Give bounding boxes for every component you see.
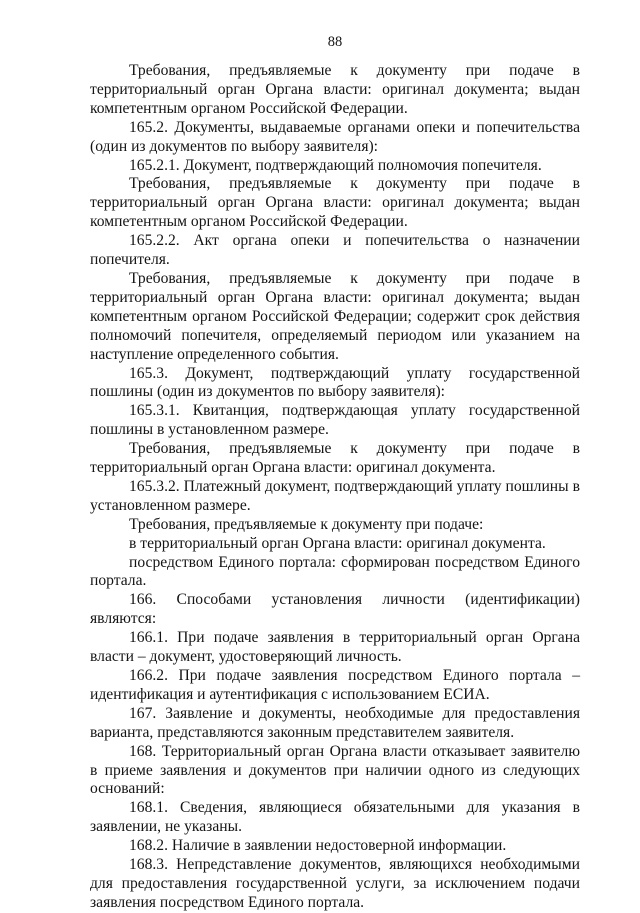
paragraph: 165.3.2. Платежный документ, подтверждающий уплату пошлины в установленном размере. (90, 477, 580, 514)
paragraph: 165.3.1. Квитанция, подтверждающая уплату государственной пошлины в установленном размере. (90, 402, 580, 439)
paragraph: 168.2. Наличие в заявлении недостоверной информации. (129, 837, 507, 855)
paragraph: Требования, предъявляемые к документу при подаче в территориальный орган Органа власти: оригинал документа. (90, 440, 580, 477)
paragraph: посредством Единого портала: сформирован посредством Единого портала. (90, 553, 580, 590)
document-page (90, 0, 580, 911)
paragraph: Требования, предъявляемые к документу при подаче в территориальный орган Органа власти: оригинал документа; выдан компетентным органом Российской Федерации. (90, 62, 580, 117)
paragraph: 168.3. Непредставление документов, являющихся необходимыми для предоставления государственной услуги, за исключением подачи заявления посредством Единого портала. (90, 856, 580, 911)
paragraph: 165.3. Документ, подтверждающий уплату государственной пошлины (один из документов по выбору заявителя): (90, 364, 580, 401)
paragraph: Требования, предъявляемые к документу при подаче в территориальный орган Органа власти: оригинал документа; выдан компетентным органом Российской Федерации; содержит срок действия полномочий попечителя, определяемый периодом или указанием на наступление определенного события. (90, 269, 580, 363)
paragraph: Требования, предъявляемые к документу при подаче в территориальный орган Органа власти: оригинал документа; выдан компетентным органом Российской Федерации. (90, 175, 580, 231)
paragraph: 166. Способами установления личности (идентификации) являются: (90, 591, 580, 628)
paragraph: 168.1. Сведения, являющиеся обязательными для указания в заявлении, не указаны. (90, 799, 580, 836)
paragraph: 165.2.1. Документ, подтверждающий полномочия попечителя. (129, 156, 542, 174)
paragraph: 166.2. При подаче заявления посредством Единого портала – идентификация и аутентификация с использованием ЕСИА. (90, 667, 580, 703)
paragraph: в территориальный орган Органа власти: оригинал документа. (129, 534, 546, 552)
paragraph: 165.2.2. Акт органа опеки и попечительства о назначении попечителя. (90, 232, 580, 269)
paragraph: 168. Территориальный орган Органа власти отказывает заявителю в приеме заявления и документов при наличии одного из следующих оснований: (90, 742, 580, 798)
paragraph: Требования, предъявляемые к документу при подаче: (129, 515, 484, 533)
document-body (90, 62, 580, 913)
paragraph: 166.1. При подаче заявления в территориальный орган Органа власти – документ, удостоверяющий личность. (90, 629, 580, 666)
paragraph: 167. Заявление и документы, необходимые для предоставления варианта, представляются законным представителем заявителя. (90, 704, 580, 741)
page-number: 88 (327, 34, 343, 50)
paragraph: 165.2. Документы, выдаваемые органами опеки и попечительства (один из документов по выбору заявителя): (90, 118, 580, 155)
